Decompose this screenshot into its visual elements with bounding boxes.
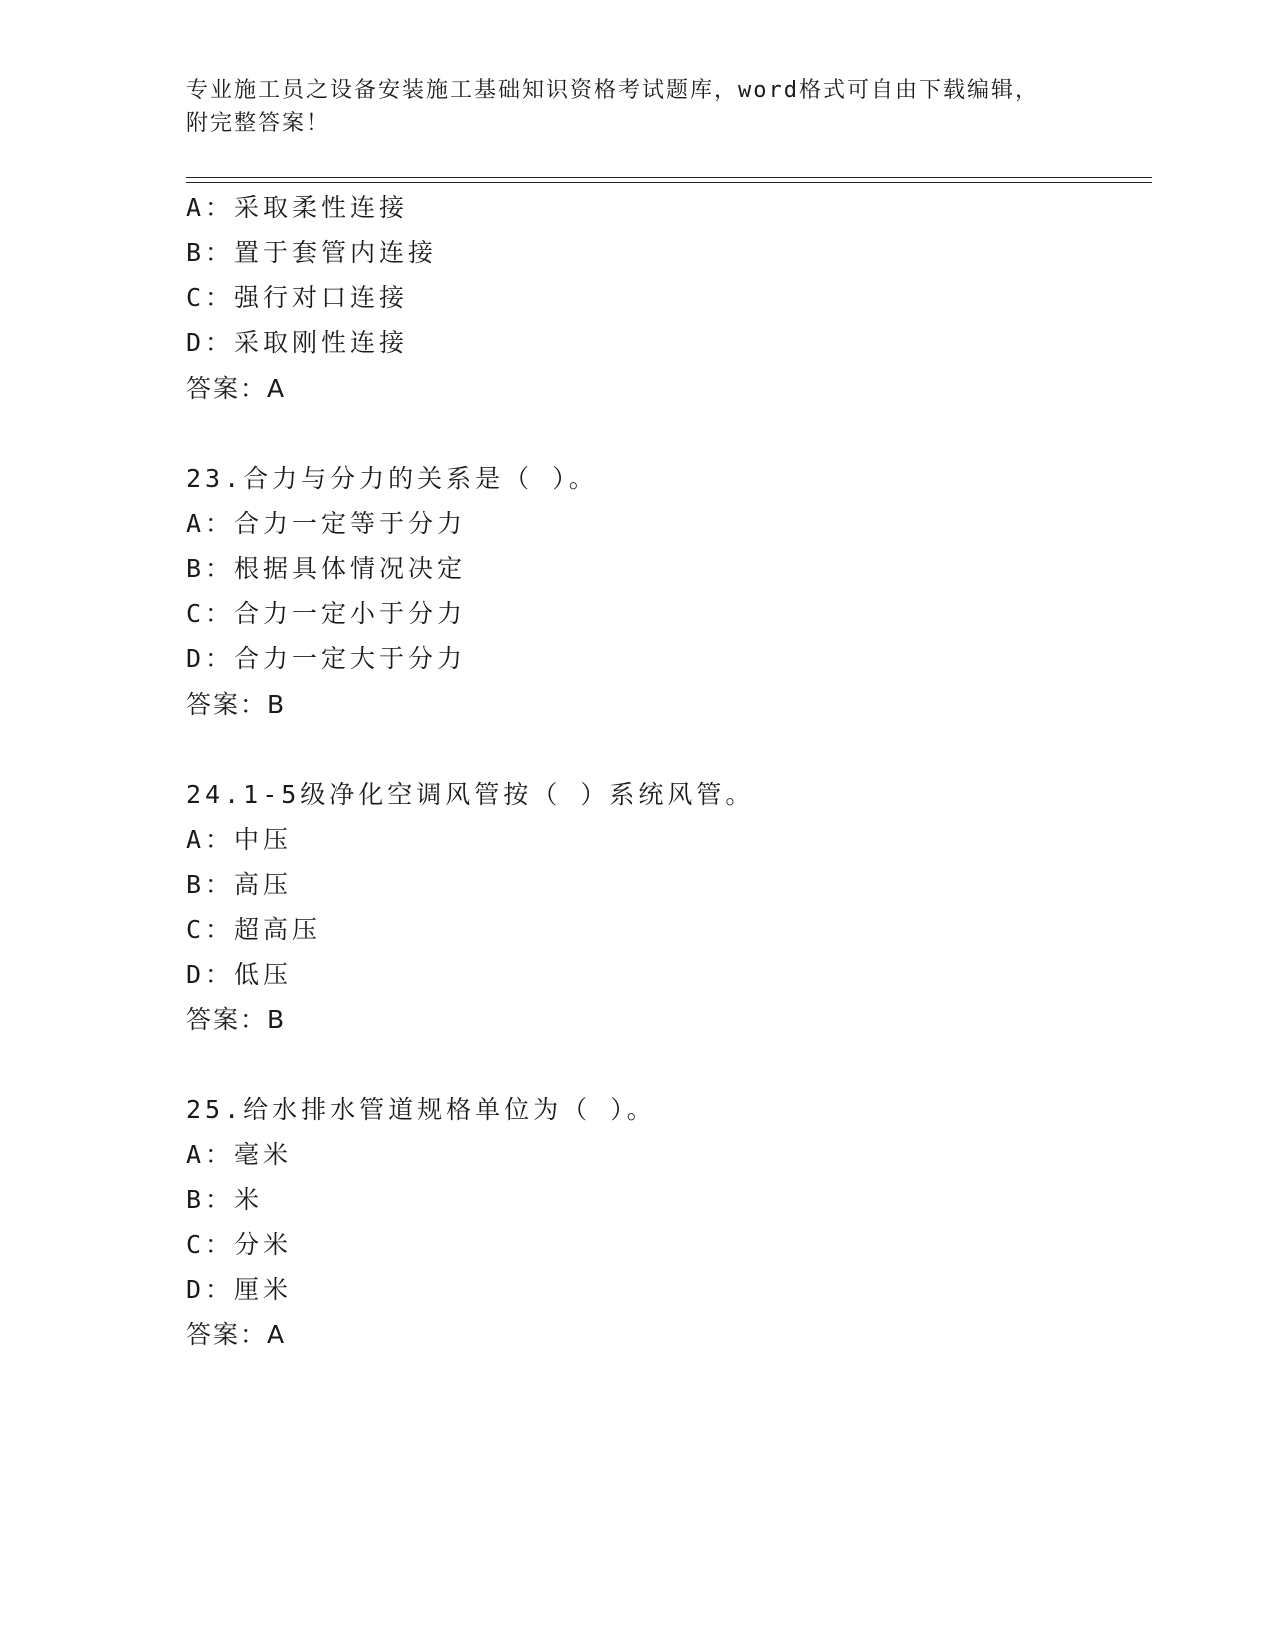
q22-option-a: A：采取柔性连接 xyxy=(186,193,409,222)
q25-option-a: A：毫米 xyxy=(186,1140,293,1169)
q23-option-d: D：合力一定大于分力 xyxy=(186,644,467,673)
header-divider-bottom xyxy=(186,182,1152,183)
q24-answer: 答案：B xyxy=(186,1005,287,1034)
q22-option-d: D：采取刚性连接 xyxy=(186,328,409,357)
q23-option-c: C：合力一定小于分力 xyxy=(186,599,467,628)
q25-option-d: D：厘米 xyxy=(186,1275,293,1304)
q24-option-c: C：超高压 xyxy=(186,915,322,944)
q22-option-b: B：置于套管内连接 xyxy=(186,238,438,267)
header-line-2: 附完整答案！ xyxy=(186,111,331,136)
q25-option-c: C：分米 xyxy=(186,1230,293,1259)
q25-question: 25.给水排水管道规格单位为（ ）。 xyxy=(186,1095,656,1124)
q23-option-b: B：根据具体情况决定 xyxy=(186,554,467,583)
header-line-1: 专业施工员之设备安装施工基础知识资格考试题库，word格式可自由下载编辑， xyxy=(186,78,1039,103)
q24-question: 24.1-5级净化空调风管按（ ）系统风管。 xyxy=(186,780,755,809)
q25-answer: 答案：A xyxy=(186,1320,287,1349)
q23-question: 23.合力与分力的关系是（ ）。 xyxy=(186,464,598,493)
q24-option-a: A：中压 xyxy=(186,825,293,854)
q24-option-d: D：低压 xyxy=(186,960,293,989)
q24-option-b: B：高压 xyxy=(186,870,293,899)
q22-option-c: C：强行对口连接 xyxy=(186,283,409,312)
q25-option-b: B：米 xyxy=(186,1185,264,1214)
document-header xyxy=(186,74,1086,140)
q23-answer: 答案：B xyxy=(186,690,287,719)
header-divider-top xyxy=(186,177,1152,178)
q23-option-a: A：合力一定等于分力 xyxy=(186,509,467,538)
q22-answer: 答案：A xyxy=(186,374,287,403)
